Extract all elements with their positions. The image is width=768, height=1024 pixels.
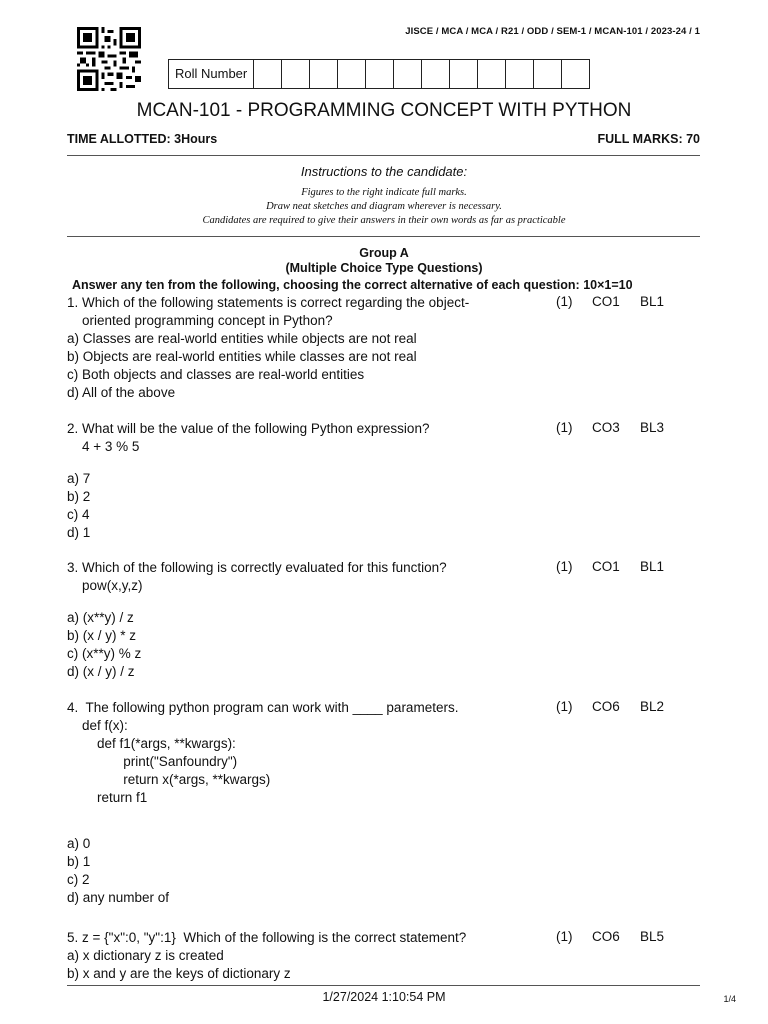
option-c: c) 4 [67,507,90,522]
option-d: d) 1 [67,525,91,540]
group-type: (Multiple Choice Type Questions) [285,261,483,275]
marks: (1) [556,699,573,714]
qr-code [77,27,141,91]
option-a: a) x dictionary z is created [67,948,224,963]
blooms-level: BL3 [640,420,665,435]
group-instruction: Answer any ten from the following, choosing the correct alternative of each question: 10×1=10 [72,278,633,292]
group-name: Group A [359,246,409,260]
roll-number-box[interactable] [366,60,394,88]
question-2 [67,420,547,542]
code-line: def f1(*args, **kwargs): [67,736,236,751]
blank-line [67,595,547,609]
blooms-level: BL5 [640,929,665,944]
paper-title: MCAN-101 - PROGRAMMING CONCEPT WITH PYTHON [136,100,632,121]
roll-number-label: Roll Number [169,60,254,88]
question-3-meta [556,559,664,574]
divider [67,236,700,237]
code-line: return x(*args, **kwargs) [67,772,271,787]
roll-number-box[interactable] [310,60,338,88]
question-2-meta [556,420,664,435]
marks: (1) [556,294,573,309]
course-outcome: CO6 [592,929,620,944]
question-1 [67,294,547,402]
question-4-meta [556,699,664,714]
divider [67,155,700,156]
option-b: b) Objects are real-world entities while classes are not real [67,349,417,364]
code-line: print("Sanfoundry") [67,754,238,769]
question-line: 1. Which of the following statements is correct regarding the object- [67,295,470,310]
question-line: oriented programming concept in Python? [67,313,333,328]
question-line: pow(x,y,z) [67,578,143,593]
question-5 [67,929,547,983]
roll-number-box[interactable] [506,60,534,88]
marks: (1) [556,929,573,944]
blank-line [67,807,547,821]
exam-code: JISCE / MCA / MCA / R21 / ODD / SEM-1 / MCAN-101 / 2023-24 / 1 [405,26,700,37]
roll-number-box[interactable] [422,60,450,88]
option-b: b) 2 [67,489,91,504]
roll-number-box[interactable] [478,60,506,88]
instruction-line: Draw neat sketches and diagram wherever is necessary. [266,201,502,212]
roll-number-box[interactable] [562,60,589,88]
roll-number-box[interactable] [254,60,282,88]
marks: (1) [556,559,573,574]
course-outcome: CO1 [592,294,620,309]
question-line: 4 + 3 % 5 [67,439,140,454]
question-line: 3. Which of the following is correctly evaluated for this function? [67,560,447,575]
roll-number-box[interactable] [394,60,422,88]
roll-number-box[interactable] [282,60,310,88]
course-outcome: CO1 [592,559,620,574]
question-1-meta [556,294,664,309]
option-a: a) 0 [67,836,91,851]
time-allotted: TIME ALLOTTED: 3Hours [67,132,218,146]
blooms-level: BL1 [640,559,665,574]
roll-number-field[interactable] [168,59,590,89]
footer-divider [67,985,700,986]
roll-number-box[interactable] [450,60,478,88]
code-line: def f(x): [67,718,128,733]
blooms-level: BL1 [640,294,665,309]
course-outcome: CO6 [592,699,620,714]
course-outcome: CO3 [592,420,620,435]
full-marks: FULL MARKS: 70 [597,132,700,146]
instruction-line: Candidates are required to give their answers in their own words as far as practicable [202,215,566,226]
question-5-meta [556,929,664,944]
question-line: 5. z = {"x":0, "y":1} Which of the following is the correct statement? [67,930,467,945]
option-a: a) (x**y) / z [67,610,134,625]
marks: (1) [556,420,573,435]
option-c: c) 2 [67,872,90,887]
option-a: a) 7 [67,471,91,486]
instructions-list [0,186,768,228]
option-a: a) Classes are real-world entities while objects are not real [67,331,417,346]
question-line: 2. What will be the value of the following Python expression? [67,421,430,436]
option-d: d) (x / y) / z [67,664,135,679]
option-c: c) (x**y) % z [67,646,142,661]
instruction-line: Figures to the right indicate full marks. [301,187,467,198]
blank-line [67,456,547,470]
page-number: 1/4 [723,994,736,1004]
question-line: 4. The following python program can work with ____ parameters. [67,700,459,715]
option-d: d) All of the above [67,385,176,400]
group-heading [0,246,768,276]
option-c: c) Both objects and classes are real-world entities [67,367,365,382]
code-line: return f1 [67,790,148,805]
roll-number-box[interactable] [338,60,366,88]
option-b: b) x and y are the keys of dictionary z [67,966,291,981]
option-b: b) 1 [67,854,91,869]
question-3 [67,559,547,681]
blank-line [67,821,547,835]
question-4 [67,699,547,907]
instructions-heading: Instructions to the candidate: [300,164,468,179]
blooms-level: BL2 [640,699,665,714]
option-b: b) (x / y) * z [67,628,137,643]
roll-number-box[interactable] [534,60,562,88]
footer-timestamp: 1/27/2024 1:10:54 PM [322,990,446,1004]
option-d: d) any number of [67,890,170,905]
